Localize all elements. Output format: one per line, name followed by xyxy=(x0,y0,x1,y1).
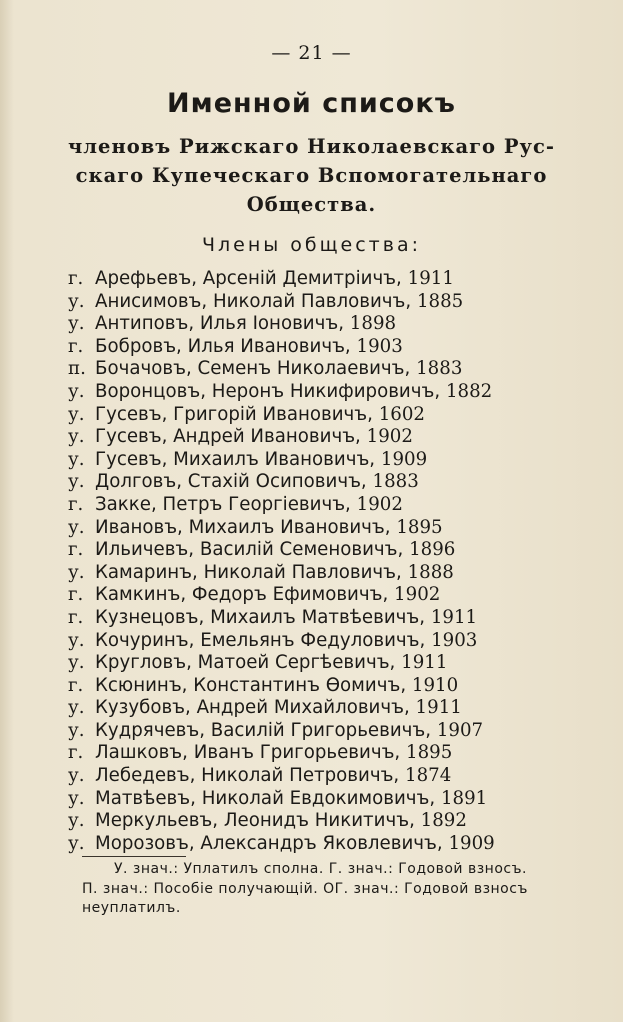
member-status: г. xyxy=(68,539,84,561)
member-row xyxy=(68,788,588,811)
member-year: 1911 xyxy=(407,268,454,289)
member-year: 1892 xyxy=(420,810,467,832)
member-row xyxy=(68,313,588,336)
member-year: 1874 xyxy=(405,765,452,787)
member-year: 1911 xyxy=(415,697,462,719)
member-year: 1896 xyxy=(409,539,456,561)
member-year: 1895 xyxy=(406,742,453,764)
member-row xyxy=(68,810,588,833)
member-name: Анисимовъ, Николай Павловичъ, xyxy=(95,290,412,312)
member-row xyxy=(68,268,588,291)
member-row xyxy=(68,630,588,653)
member-year: 1882 xyxy=(445,380,493,402)
member-status: у. xyxy=(68,380,85,402)
member-name: Кузубовъ, Андрей Михайловичъ, xyxy=(95,697,410,719)
member-name: Ксюнинъ, Константинъ Ѳомичъ, xyxy=(95,674,407,696)
member-status: у. xyxy=(68,832,85,854)
member-name: Гусевъ, Григорій Ивановичъ, xyxy=(95,403,373,425)
member-status: г. xyxy=(68,606,84,628)
member-status: у. xyxy=(68,403,85,425)
page-number: — 21 — xyxy=(271,42,352,64)
member-row xyxy=(68,833,588,856)
member-name: Воронцовъ, Неронъ Никифировичъ, xyxy=(95,380,441,402)
member-year: 1885 xyxy=(416,290,464,312)
section-heading: Члены общества: xyxy=(201,234,421,256)
member-status: у. xyxy=(68,448,85,470)
page-title: Именной списокъ xyxy=(167,88,456,119)
member-status: у. xyxy=(68,561,85,583)
subtitle xyxy=(50,132,573,219)
member-row xyxy=(68,404,588,427)
member-year: 1911 xyxy=(401,652,448,674)
member-name: Бочачовъ, Семенъ Николаевичъ, xyxy=(95,358,411,380)
member-year: 1602 xyxy=(378,403,426,425)
member-year: 1902 xyxy=(356,493,403,515)
member-row xyxy=(68,697,588,720)
members-list xyxy=(68,268,588,855)
member-name: Морозовъ, Александръ Яковлевичъ, xyxy=(95,832,443,854)
member-year: 1891 xyxy=(440,787,488,809)
member-name: Бобровъ, Илья Ивановичъ, xyxy=(95,335,351,357)
member-name: Кудрячевъ, Василій Григорьевичъ, xyxy=(95,719,432,741)
member-status: у. xyxy=(68,787,85,809)
member-name: Закке, Петръ Георгіевичъ, xyxy=(95,493,351,515)
member-year: 1903 xyxy=(431,629,478,651)
member-status: г. xyxy=(68,742,84,764)
member-status: г. xyxy=(68,584,84,606)
member-name: Арефьевъ, Арсеній Демитріичъ, xyxy=(95,268,402,289)
member-status: у. xyxy=(68,290,85,312)
member-year: 1907 xyxy=(436,719,484,741)
member-name: Гусевъ, Андрей Ивановичъ, xyxy=(95,426,361,448)
member-status: у. xyxy=(68,765,85,787)
member-name: Камкинъ, Федоръ Ефимовичъ, xyxy=(95,584,389,606)
member-row xyxy=(68,765,588,788)
subtitle-line: членовъ Рижскаго Николаевскаго Рус- xyxy=(68,135,555,158)
member-row xyxy=(68,471,588,494)
footnote: У. знач.: Уплатилъ сполна. Г. знач.: Годовой взносъ. П. знач.: Пособіе получающій. ОГ. знач.: Годовой взносъ неуплатилъ. xyxy=(82,861,528,916)
member-status: у. xyxy=(68,697,85,719)
member-status: г. xyxy=(68,335,84,357)
member-name: Долговъ, Стахій Осиповичъ, xyxy=(95,471,367,493)
member-name: Кругловъ, Матоей Сергѣевичъ, xyxy=(95,652,396,674)
member-status: у. xyxy=(68,810,85,832)
member-status: г. xyxy=(68,674,84,696)
member-row xyxy=(68,358,588,381)
member-row xyxy=(68,381,588,404)
member-year: 1902 xyxy=(394,584,441,606)
member-row xyxy=(68,336,588,359)
footnote-divider xyxy=(82,856,186,857)
member-year: 1898 xyxy=(349,313,397,335)
member-name: Кочуринъ, Емельянъ Федуловичъ, xyxy=(95,629,426,651)
member-name: Лебедевъ, Николай Петровичъ, xyxy=(95,765,400,787)
member-name: Кузнецовъ, Михаилъ Матвѣевичъ, xyxy=(95,606,426,628)
member-year: 1910 xyxy=(411,674,459,696)
member-row xyxy=(68,720,588,743)
member-row xyxy=(68,449,588,472)
member-row xyxy=(68,517,588,540)
member-year: 1909 xyxy=(448,832,495,854)
member-row xyxy=(68,539,588,562)
member-name: Гусевъ, Михаилъ Ивановичъ, xyxy=(95,448,376,470)
member-year: 1911 xyxy=(430,606,478,628)
member-name: Камаринъ, Николай Павловичъ, xyxy=(95,561,402,583)
member-status: у. xyxy=(68,471,85,493)
member-status: у. xyxy=(68,652,85,674)
member-row xyxy=(68,652,588,675)
member-status: у. xyxy=(68,426,85,448)
member-status: у. xyxy=(68,516,85,538)
member-row xyxy=(68,742,588,765)
member-status: у. xyxy=(68,313,85,335)
member-year: 1902 xyxy=(366,426,413,448)
member-name: Ивановъ, Михаилъ Ивановичъ, xyxy=(95,516,391,538)
member-status: у. xyxy=(68,719,85,741)
member-year: 1895 xyxy=(396,516,443,538)
member-year: 1903 xyxy=(356,335,403,357)
member-row xyxy=(68,675,588,698)
subtitle-line: скаго Купеческаго Вспомогательнаго xyxy=(75,164,548,187)
member-name: Антиповъ, Илья Іоновичъ, xyxy=(95,313,344,335)
member-row xyxy=(68,562,588,585)
member-row xyxy=(68,291,588,314)
member-name: Матвѣевъ, Николай Евдокимовичъ, xyxy=(95,787,436,809)
member-row xyxy=(68,494,588,517)
member-year: 1883 xyxy=(372,471,419,493)
member-row xyxy=(68,584,588,607)
member-status: г. xyxy=(68,493,84,515)
member-year: 1883 xyxy=(416,358,463,380)
member-name: Лашковъ, Иванъ Григорьевичъ, xyxy=(95,742,401,764)
member-status: у. xyxy=(68,629,85,651)
member-year: 1909 xyxy=(380,448,428,470)
member-status: п. xyxy=(68,358,86,380)
member-year: 1888 xyxy=(407,561,454,583)
member-name: Меркульевъ, Леонидъ Никитичъ, xyxy=(95,810,415,832)
member-row xyxy=(68,607,588,630)
member-name: Ильичевъ, Василій Семеновичъ, xyxy=(95,539,404,561)
member-status: г. xyxy=(68,268,84,289)
subtitle-line: Общества. xyxy=(246,193,377,216)
member-row xyxy=(68,426,588,449)
